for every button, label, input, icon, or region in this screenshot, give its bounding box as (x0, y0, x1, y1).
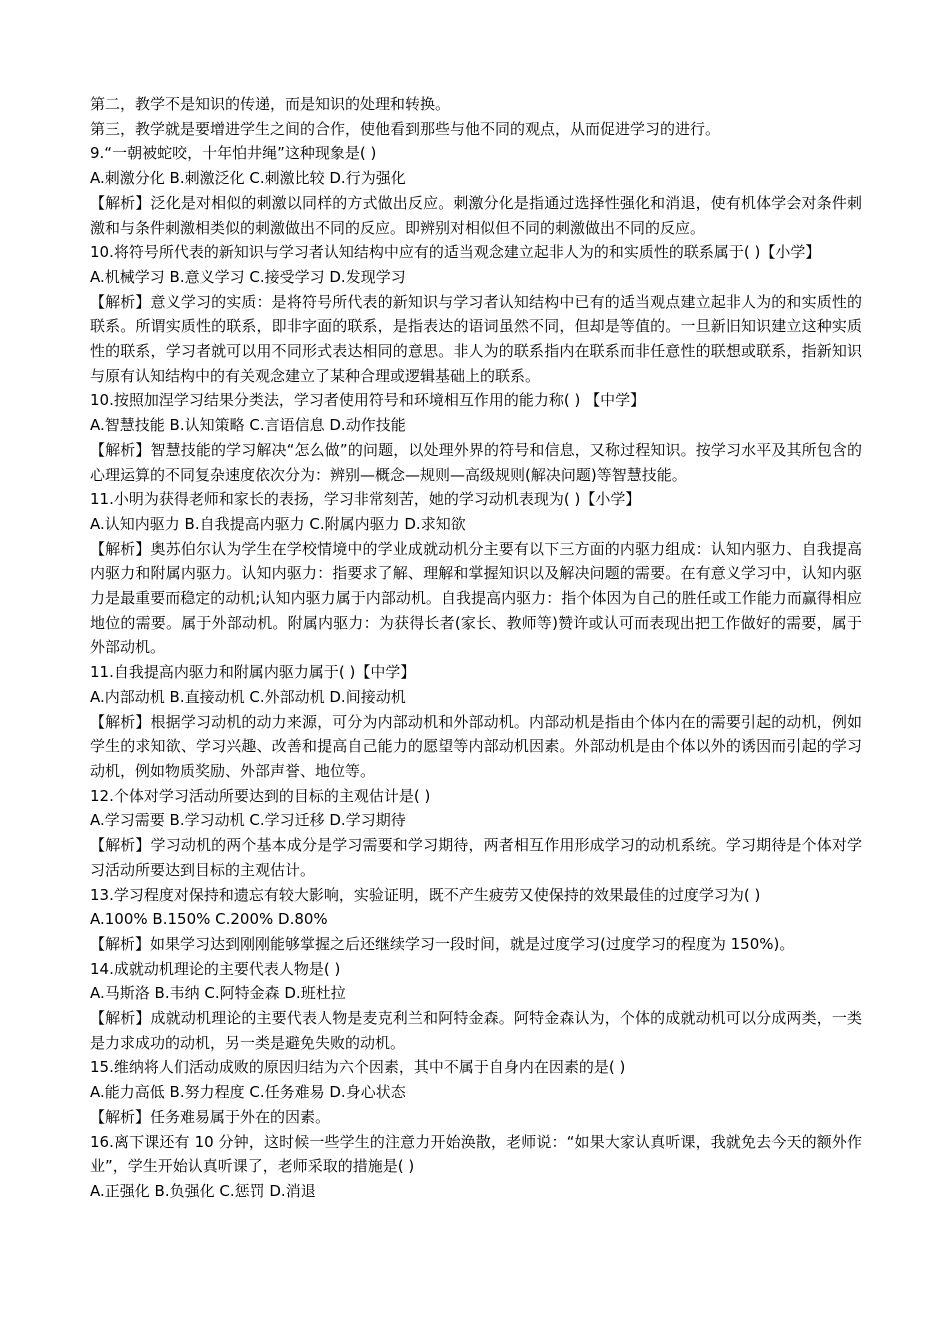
explanation-15: 【解析】任务难易属于外在的因素。 (90, 1107, 331, 1126)
question-14: 14.成就动机理论的主要代表人物是( ) (90, 959, 341, 978)
document-body (90, 92, 862, 1204)
options-12: A.学习需要 B.学习动机 C.学习迁移 D.学习期待 (90, 811, 406, 830)
question-11-primary: 11.小明为获得老师和家长的表扬，学习非常刻苦，她的学习动机表现为( )【小学】 (90, 490, 641, 509)
options-13: A.100% B.150% C.200% D.80% (90, 910, 328, 929)
options-16: A.正强化 B.负强化 C.惩罚 D.消退 (90, 1181, 316, 1200)
explanation-11-middle: 【解析】根据学习动机的动力来源，可分为内部动机和外部动机。内部动机是指由个体内在的需要引起的动机，例如学生的求知欲、学习兴趣、改善和提高自己能力的愿望等内部动机因素。外部动机是由个体以外的诱因而引起的学习动机，例如物质奖励、外部声誉、地位等。 (90, 712, 862, 780)
intro-line: 第二，教学不是知识的传递，而是知识的处理和转换。 (90, 95, 451, 113)
question-10-middle: 10.按照加涅学习结果分类法，学习者使用符号和环境相互作用的能力称( ) 【中学】 (90, 391, 646, 410)
options-11-middle: A.内部动机 B.直接动机 C.外部动机 D.间接动机 (90, 687, 406, 706)
question-15: 15.维纳将人们活动成败的原因归结为六个因素，其中不属于自身内在因素的是( ) (90, 1058, 626, 1077)
intro-line: 第三，教学就是要增进学生之间的合作，使他看到那些与他不同的观点，从而促进学习的进行。 (90, 119, 721, 138)
question-9: 9.“一朝被蛇咬，十年怕井绳”这种现象是( ) (90, 144, 377, 163)
question-12: 12.个体对学习活动所要达到的目标的主观估计是( ) (90, 786, 431, 805)
options-14: A.马斯洛 B.韦纳 C.阿特金森 D.班杜拉 (90, 984, 346, 1003)
question-13: 13.学习程度对保持和遗忘有较大影响，实验证明，既不产生疲劳又使保持的效果最佳的过度学习为( ) (90, 885, 761, 904)
options-11-primary: A.认知内驱力 B.自我提高内驱力 C.附属内驱力 D.求知欲 (90, 514, 466, 533)
question-16: 16.离下课还有 10 分钟，这时候一些学生的注意力开始涣散，老师说：“如果大家认真听课，我就免去今天的额外作业”，学生开始认真听课了，老师采取的措施是( ) (90, 1132, 862, 1176)
explanation-12: 【解析】学习动机的两个基本成分是学习需要和学习期待，两者相互作用形成学习的动机系统。学习期待是个体对学习活动所要达到目标的主观估计。 (90, 836, 862, 879)
explanation-14: 【解析】成就动机理论的主要代表人物是麦克利兰和阿特金森。阿特金森认为，个体的成就动机可以分成两类，一类是力求成功的动机，另一类是避免失败的动机。 (90, 1009, 862, 1052)
explanation-9: 【解析】泛化是对相似的刺激以同样的方式做出反应。刺激分化是指通过选择性强化和消退，使有机体学会对条件刺激和与条件刺激相类似的刺激做出不同的反应。即辨别对相似但不同的刺激做出不同的反应。 (90, 193, 862, 237)
explanation-10-primary: 【解析】意义学习的实质：是将符号所代表的新知识与学习者认知结构中已有的适当观点建立起非人为的和实质性的联系。所谓实质性的联系，即非字面的联系，是指表达的语词虽然不同，但却是等值的。一旦新旧知识建立这种实质性的联系，学习者就可以用不同形式表达相同的意思。非人为的联系指内在联系而非任意性的联想或联系，指新知识与原有认知结构中的有关观念建立了某种合理或逻辑基础上的联系。 (90, 292, 862, 385)
explanation-10-middle: 【解析】智慧技能的学习解决“怎么做”的问题，以处理外界的符号和信息，又称过程知识。按学习水平及其所包含的心理运算的不同复杂速度依次分为：辨别—概念—规则—高级规则(解决问题)等智慧技能。 (90, 440, 862, 484)
question-10-primary: 10.将符号所代表的新知识与学习者认知结构中应有的适当观念建立起非人为的和实质性的联系属于( )【小学】 (90, 243, 821, 262)
explanation-13: 【解析】如果学习达到刚刚能够掌握之后还继续学习一段时间，就是过度学习(过度学习的程度为 150%)。 (90, 934, 795, 953)
options-10-middle: A.智慧技能 B.认知策略 C.言语信息 D.动作技能 (90, 416, 406, 435)
options-9: A.刺激分化 B.刺激泛化 C.刺激比较 D.行为强化 (90, 169, 406, 188)
explanation-11-primary: 【解析】奥苏伯尔认为学生在学校情境中的学业成就动机分主要有以下三方面的内驱力组成：认知内驱力、自我提高内驱力和附属内驱力。认知内驱力：指要求了解、理解和掌握知识以及解决问题的需要。在有意义学习中，认知内驱力是最重要而稳定的动机;认知内驱力属于内部动机。自我提高内驱力：指个体因为自己的胜任或工作能力而赢得相应地位的需要。属于外部动机。附属内驱力：为获得长者(家长、教师等)赞许或认可而表现出把工作做好的需要，属于外部动机。 (90, 539, 862, 657)
options-10-primary: A.机械学习 B.意义学习 C.接受学习 D.发现学习 (90, 267, 406, 286)
options-15: A.能力高低 B.努力程度 C.任务难易 D.身心状态 (90, 1083, 406, 1102)
question-11-middle: 11.自我提高内驱力和附属内驱力属于( )【中学】 (90, 663, 416, 682)
